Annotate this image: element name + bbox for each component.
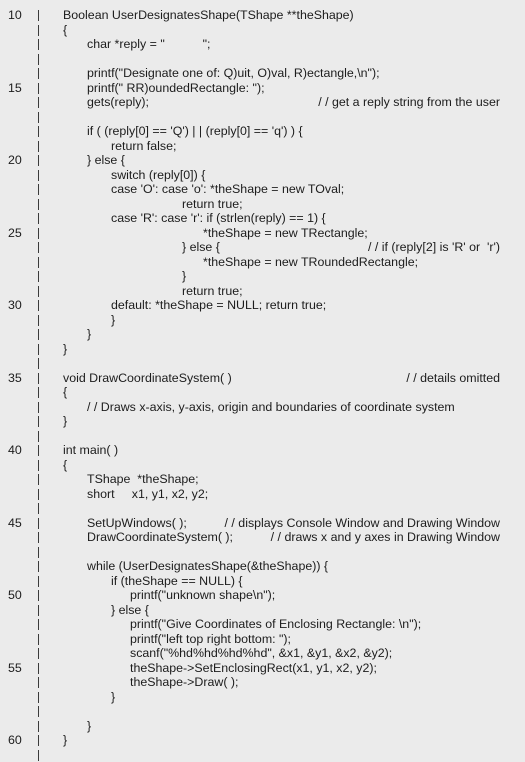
code-comment: / / details omitted <box>406 370 500 385</box>
margin-bar <box>38 97 39 108</box>
margin-bar <box>38 199 39 210</box>
code-line <box>0 8 525 22</box>
margin-bar <box>38 126 39 137</box>
code-line <box>0 211 525 225</box>
code-text: return false; <box>111 138 177 153</box>
line-number: 45 <box>8 515 22 530</box>
margin-bar <box>38 271 39 282</box>
line-number: 35 <box>8 370 22 385</box>
code-line <box>0 327 525 341</box>
margin-bar <box>38 503 39 514</box>
margin-bar <box>38 358 39 369</box>
margin-bar <box>38 68 39 79</box>
code-line <box>0 588 525 602</box>
code-line <box>0 298 525 312</box>
line-number: 40 <box>8 443 22 457</box>
code-line <box>0 458 525 472</box>
line-number: 60 <box>8 733 22 747</box>
code-text: printf("Designate one of: Q)uit, O)val, R)ectangle,\n"); <box>87 66 380 80</box>
margin-bar <box>38 445 39 456</box>
code-line <box>0 574 525 588</box>
code-comment: / / displays Console Window and Drawing Window <box>224 515 500 530</box>
code-line <box>0 603 525 617</box>
code-line <box>0 95 525 109</box>
margin-bar <box>38 431 39 442</box>
code-line <box>0 719 525 733</box>
code-text: } else { <box>182 240 220 254</box>
code-text: if (theShape == NULL) { <box>111 573 243 588</box>
margin-bar <box>38 576 39 587</box>
margin-bar <box>38 474 39 485</box>
code-line <box>0 530 525 544</box>
margin-bar <box>38 257 39 268</box>
line-number: 25 <box>8 225 22 240</box>
code-line <box>0 342 525 356</box>
code-line <box>0 66 525 80</box>
margin-bar <box>38 83 39 94</box>
code-line <box>0 197 525 211</box>
margin-bar <box>38 112 39 123</box>
margin-bar <box>38 735 39 746</box>
code-line <box>0 443 525 457</box>
code-text: theShape->SetEnclosingRect(x1, y1, x2, y2); <box>130 660 377 675</box>
code-text: case 'R': case 'r': if (strlen(reply) == 1) { <box>111 211 326 225</box>
code-line <box>0 23 525 37</box>
code-text: } else { <box>111 602 149 617</box>
line-number: 30 <box>8 298 22 312</box>
code-line <box>0 371 525 385</box>
code-line <box>0 414 525 428</box>
code-line <box>0 472 525 486</box>
code-line <box>0 617 525 631</box>
code-text: } <box>87 718 92 733</box>
code-text: while (UserDesignatesShape(&theShape)) { <box>87 559 329 573</box>
code-text: DrawCoordinateSystem( ); <box>87 530 233 544</box>
margin-bar <box>38 561 39 572</box>
code-line <box>0 240 525 254</box>
code-line <box>0 124 525 138</box>
margin-bar <box>38 518 39 529</box>
code-line <box>0 284 525 298</box>
margin-bar <box>38 619 39 630</box>
margin-bar <box>38 155 39 166</box>
code-line <box>0 226 525 240</box>
code-line <box>0 182 525 196</box>
margin-bar <box>38 344 39 355</box>
code-text: return true; <box>182 283 243 298</box>
code-text: { <box>63 22 68 37</box>
margin-bar <box>38 54 39 65</box>
line-number: 50 <box>8 588 22 602</box>
code-text: } <box>63 733 68 747</box>
code-text: void DrawCoordinateSystem( ) <box>63 370 232 385</box>
code-line <box>0 675 525 689</box>
code-text: } <box>63 341 68 356</box>
margin-bar <box>38 706 39 717</box>
margin-bar <box>38 402 39 413</box>
code-text: TShape *theShape; <box>87 472 199 486</box>
code-text: default: *theShape = NULL; return true; <box>111 298 327 312</box>
code-line <box>0 139 525 153</box>
code-line <box>0 153 525 167</box>
code-line <box>0 646 525 660</box>
code-line <box>0 661 525 675</box>
code-text: { <box>63 385 68 399</box>
code-line <box>0 487 525 501</box>
margin-bar <box>38 634 39 645</box>
code-line <box>0 733 525 747</box>
code-text: } <box>111 312 116 327</box>
code-text: *theShape = new TRectangle; <box>203 225 368 240</box>
code-text: theShape->Draw( ); <box>130 675 239 689</box>
code-text: scanf("%hd%hd%hd%hd", &x1, &y1, &x2, &y2); <box>130 646 393 660</box>
margin-bar <box>38 692 39 703</box>
margin-bar <box>38 286 39 297</box>
code-text: gets(reply); <box>87 95 149 109</box>
margin-bar <box>38 228 39 239</box>
code-line <box>0 400 525 414</box>
code-line <box>0 81 525 95</box>
margin-bar <box>38 590 39 601</box>
code-text: printf("Give Coordinates of Enclosing Rectangle: \n"); <box>130 617 422 631</box>
margin-bar <box>38 721 39 732</box>
code-text: printf("left top right bottom: "); <box>130 631 291 646</box>
code-line <box>0 632 525 646</box>
code-line <box>0 52 525 66</box>
margin-bar <box>38 329 39 340</box>
code-text: switch (reply[0]) { <box>111 167 206 182</box>
code-text: { <box>63 457 68 472</box>
code-line <box>0 110 525 124</box>
code-text: } <box>63 414 68 428</box>
code-line <box>0 269 525 283</box>
line-number: 15 <box>8 80 22 95</box>
margin-bar <box>38 489 39 500</box>
margin-bar <box>38 184 39 195</box>
margin-bar <box>38 39 39 50</box>
code-text: } else { <box>87 153 125 167</box>
code-text: printf(" RR)oundedRectangle: "); <box>87 80 265 95</box>
code-line <box>0 748 525 762</box>
code-text: / / Draws x-axis, y-axis, origin and boundaries of coordinate system <box>87 399 455 414</box>
code-text: return true; <box>182 196 243 211</box>
margin-bar <box>38 10 39 21</box>
margin-bar <box>38 213 39 224</box>
margin-bar <box>38 387 39 398</box>
code-line <box>0 690 525 704</box>
line-number: 55 <box>8 660 22 675</box>
code-line <box>0 516 525 530</box>
margin-bar <box>38 170 39 181</box>
margin-bar <box>38 242 39 253</box>
margin-bar <box>38 141 39 152</box>
code-text: *theShape = new TRoundedRectangle; <box>203 254 419 269</box>
line-number: 10 <box>8 8 22 22</box>
code-comment: / / get a reply string from the user <box>318 95 500 109</box>
margin-bar <box>38 315 39 326</box>
margin-bar <box>38 605 39 616</box>
code-line <box>0 255 525 269</box>
code-line <box>0 356 525 370</box>
margin-bar <box>38 532 39 543</box>
code-comment: / / if (reply[2] is 'R' or 'r') <box>367 240 500 254</box>
code-line <box>0 559 525 573</box>
margin-bar <box>38 25 39 36</box>
code-line <box>0 385 525 399</box>
code-text: if ( (reply[0] == 'Q') | | (reply[0] == 'q') ) { <box>87 124 303 138</box>
margin-bar <box>38 416 39 427</box>
margin-bar <box>38 663 39 674</box>
code-text: SetUpWindows( ); <box>87 515 187 530</box>
code-line <box>0 501 525 515</box>
line-number: 20 <box>8 153 22 167</box>
code-text: } <box>87 327 92 341</box>
margin-bar <box>38 648 39 659</box>
code-text: char *reply = " "; <box>87 37 211 51</box>
code-text: } <box>182 269 187 283</box>
margin-bar <box>38 460 39 471</box>
code-line <box>0 168 525 182</box>
code-line <box>0 313 525 327</box>
code-comment: / / draws x and y axes in Drawing Window <box>270 530 500 544</box>
code-line <box>0 429 525 443</box>
code-text: case 'O': case 'o': *theShape = new TOval; <box>111 182 345 196</box>
margin-bar <box>38 677 39 688</box>
code-line <box>0 704 525 718</box>
margin-bar <box>38 547 39 558</box>
margin-bar <box>38 300 39 311</box>
code-text: int main( ) <box>63 443 119 457</box>
code-text: } <box>111 689 116 704</box>
code-text: short x1, y1, x2, y2; <box>87 486 209 501</box>
code-text: Boolean UserDesignatesShape(TShape **theShape) <box>63 8 354 22</box>
margin-bar <box>38 373 39 384</box>
code-line <box>0 545 525 559</box>
code-text: printf("unknown shape\n"); <box>130 588 276 602</box>
code-line <box>0 37 525 51</box>
